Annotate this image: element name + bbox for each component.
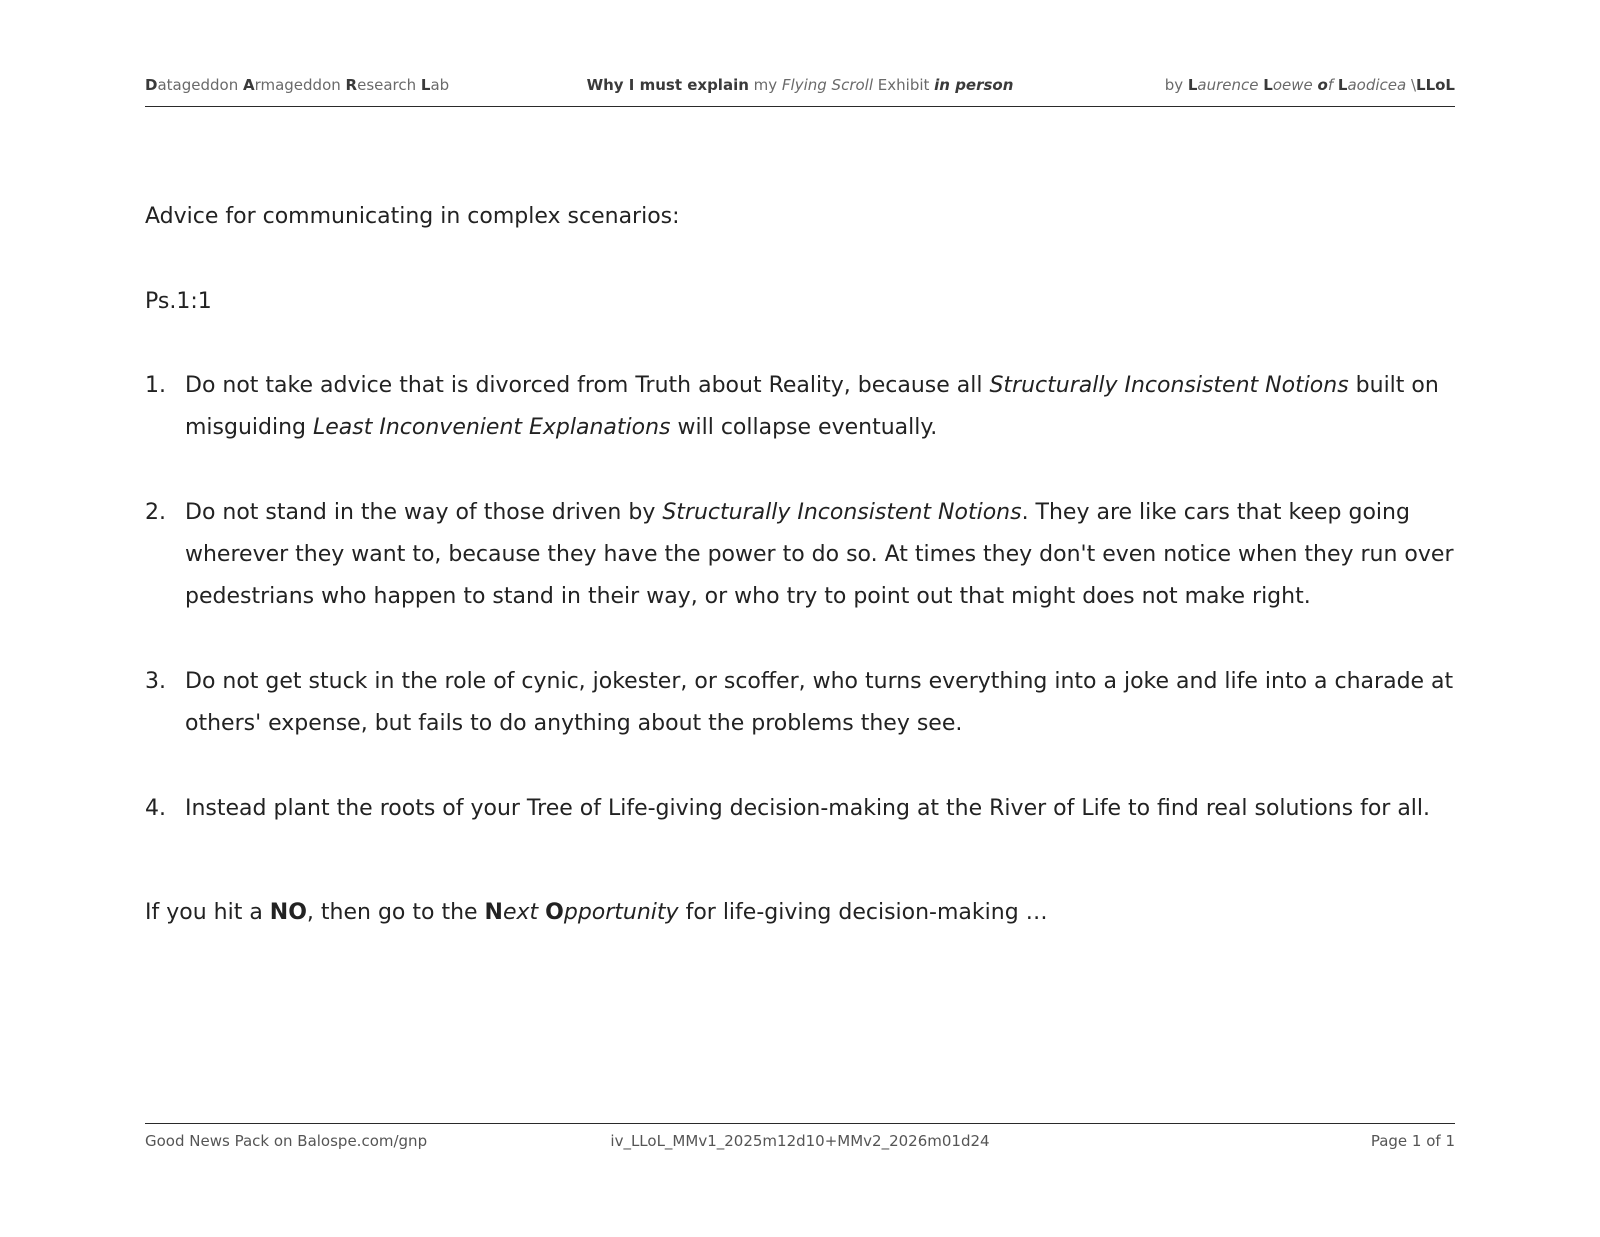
item-number: 1. [145, 373, 166, 398]
advice-item-4: 4. Instead plant the roots of your Tree of Life-giving decision-making at the River of Life to find real solutions for all. [145, 788, 1455, 830]
document-body [145, 196, 1455, 934]
item-number: 2. [145, 500, 166, 525]
page-number: Page 1 of 1 [1370, 1132, 1455, 1150]
advice-item-2: 2. Do not stand in the way of those driven by Structurally Inconsistent Notions. They are like cars that keep going wherever they want to, because they have the power to do so. At times they don't even notice when they run over pedestrians who happen to stand in their way, or who try to point out that might does not make right. [145, 492, 1455, 618]
intro-text: Advice for communicating in complex scenarios: [145, 204, 680, 229]
advice-item-3: 3. Do not get stuck in the role of cynic, jokester, or scoffer, who turns everything into a joke and life into a charade at others' expense, but fails to do anything about the problems they see. [145, 661, 1455, 745]
document-title: Why I must explain my Flying Scroll Exhibit in person [586, 76, 1014, 94]
closing-text: If you hit a NO, then go to the Next Opportunity for life-giving decision-making … [145, 900, 1048, 925]
item-number: 3. [145, 669, 166, 694]
lab-name: Datageddon Armageddon Research Lab [145, 76, 450, 94]
scripture-reference: Ps.1:1 [145, 289, 212, 314]
page-footer [145, 1123, 1455, 1150]
author-name: by Laurence Loewe of Laodicea \LLoL [1164, 76, 1455, 94]
advice-item-1: 1. Do not take advice that is divorced from Truth about Reality, because all Structurally Inconsistent Notions built on misguiding Least Inconvenient Explanations will collapse eventually. [145, 365, 1455, 449]
footer-source: Good News Pack on Balospe.com/gnp [145, 1132, 428, 1150]
item-number: 4. [145, 796, 166, 821]
page-header [145, 76, 1455, 107]
advice-list [145, 365, 1455, 830]
footer-version: iv_LLoL_MMv1_2025m12d10+MMv2_2026m01d24 [610, 1132, 990, 1150]
